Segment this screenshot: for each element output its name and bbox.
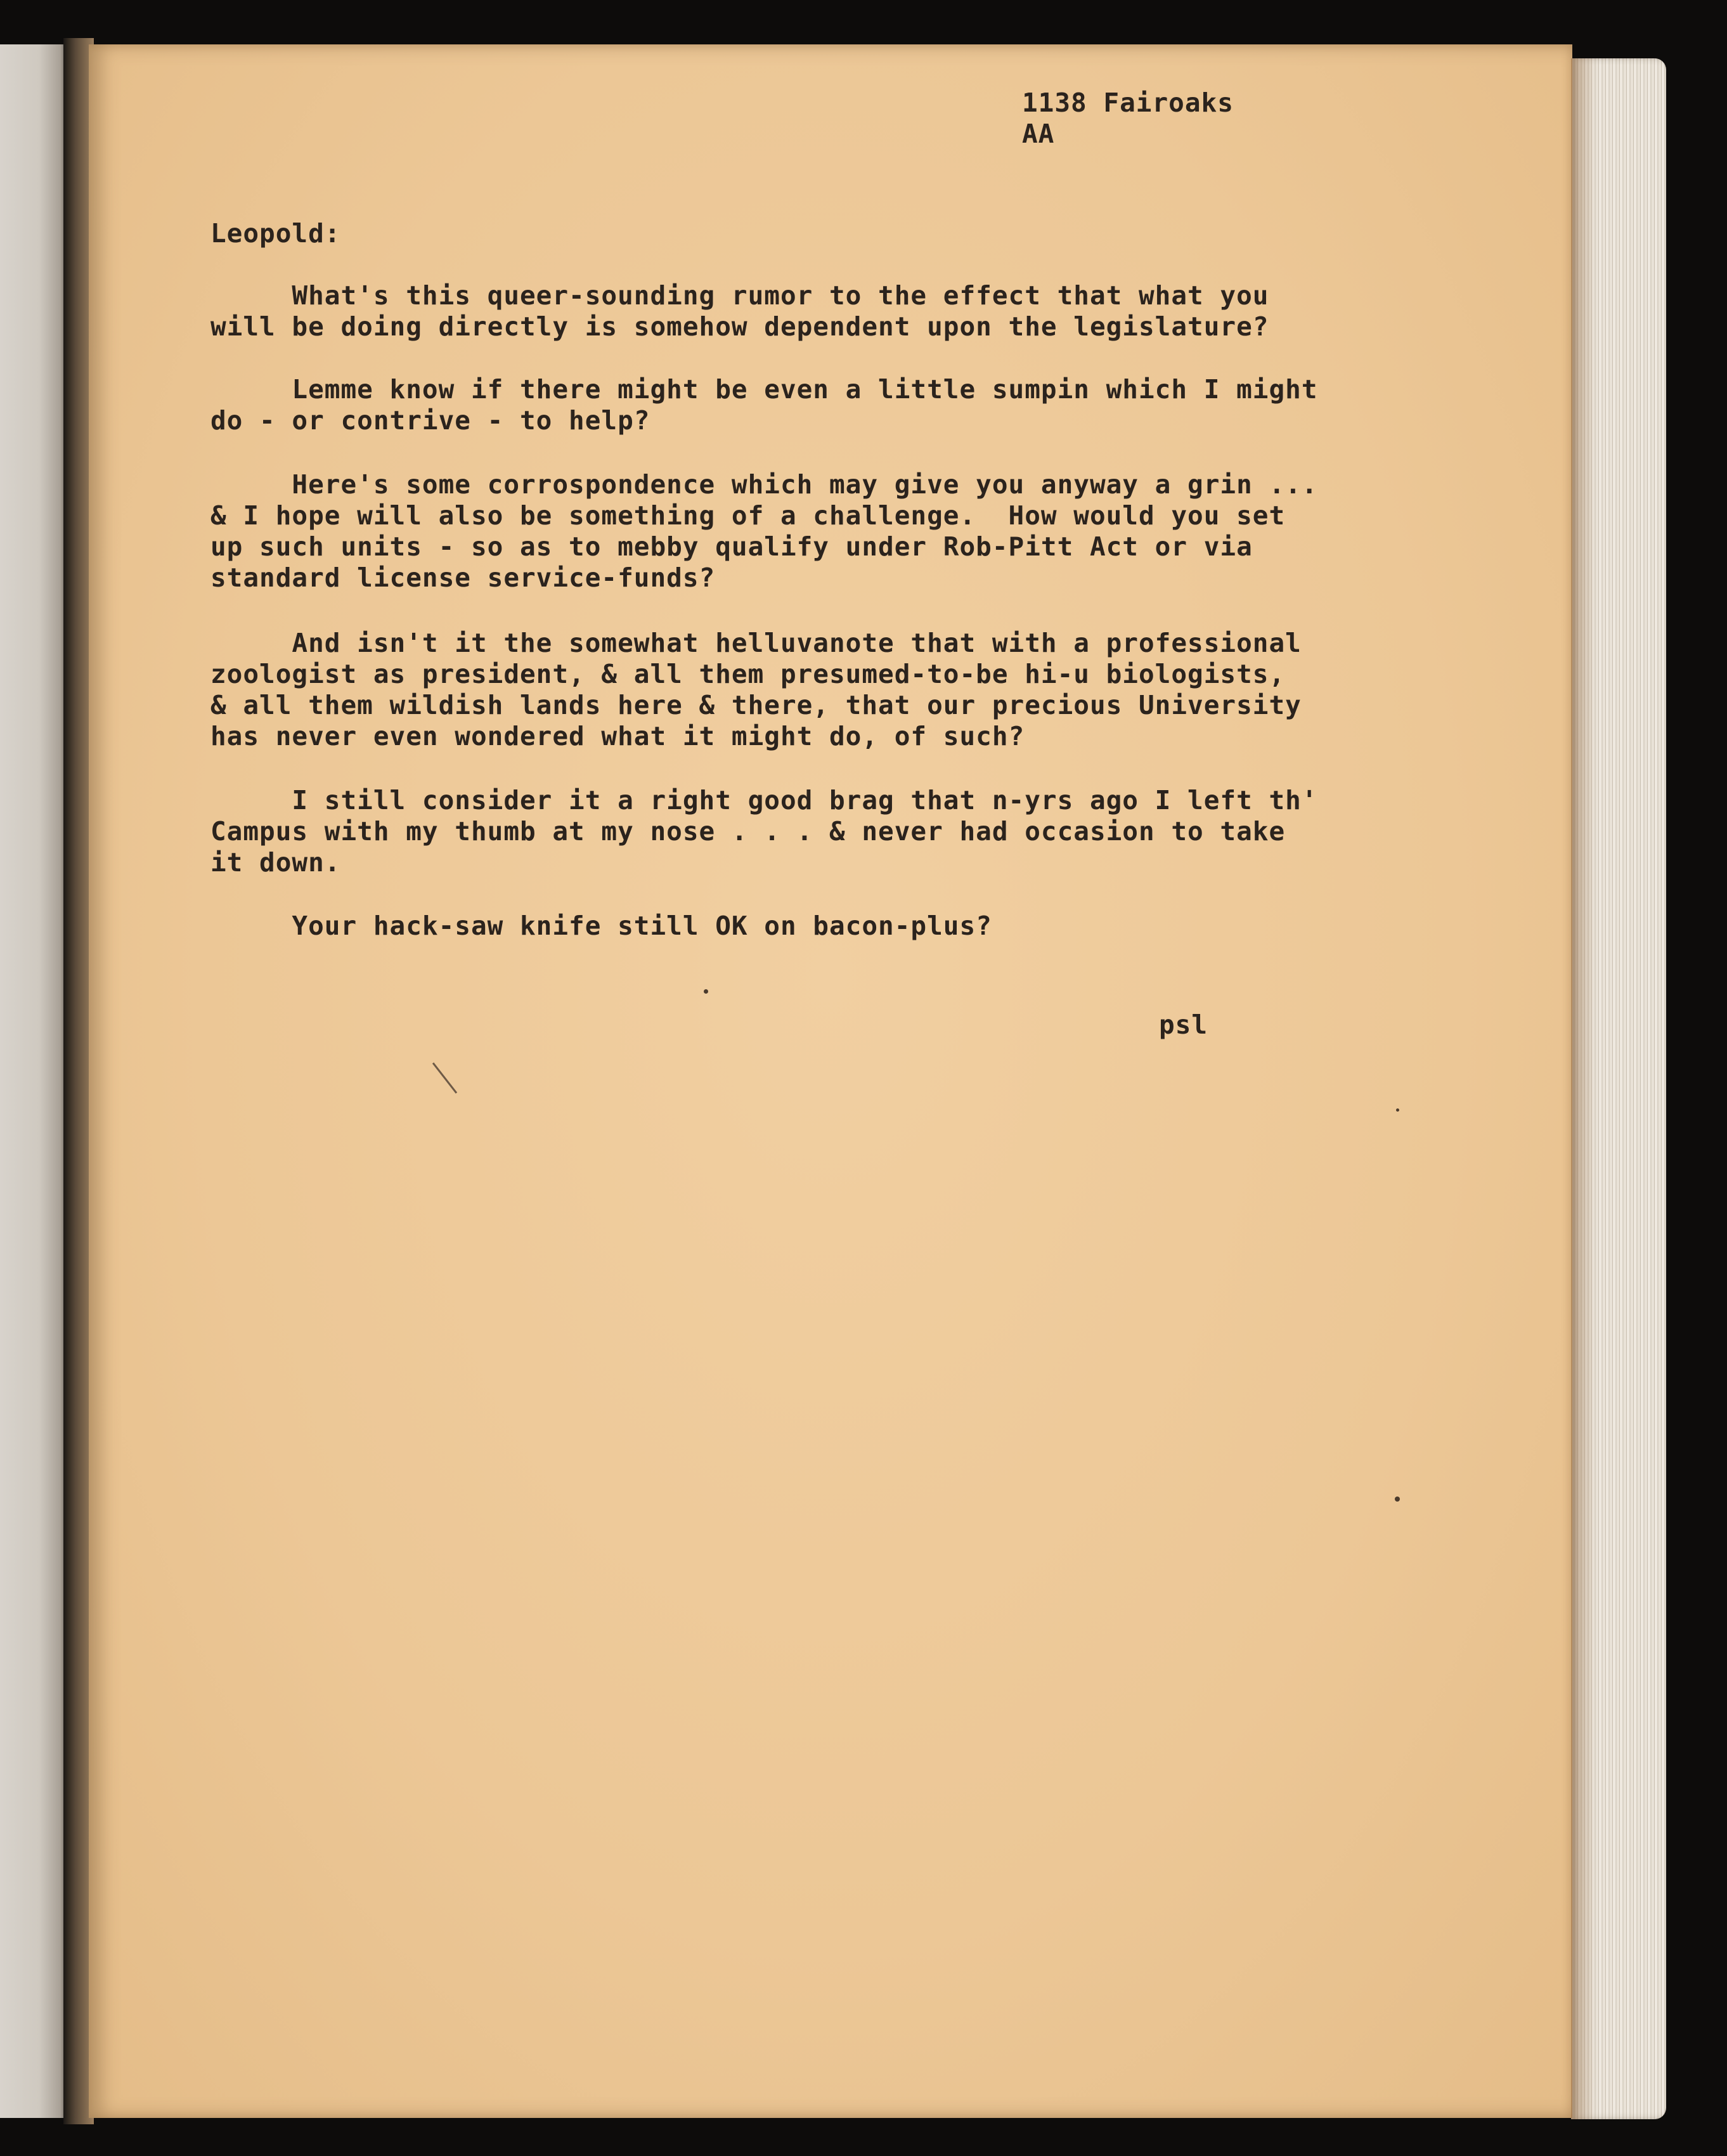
paper-speck bbox=[1396, 1108, 1399, 1112]
paragraph-1 bbox=[210, 280, 1269, 342]
paragraph-line: it down. bbox=[210, 847, 341, 878]
paragraph-2 bbox=[210, 374, 1318, 436]
paragraph-line: & all them wildish lands here & there, that our precious University bbox=[210, 690, 1302, 720]
paper-speck bbox=[704, 989, 708, 994]
salutation: Leopold: bbox=[210, 218, 341, 249]
paragraph-line: will be doing directly is somehow dependent upon the legislature? bbox=[210, 311, 1269, 342]
paragraph-line: & I hope will also be something of a challenge. How would you set bbox=[210, 500, 1286, 531]
paragraph-line: Your hack-saw knife still OK on bacon-plus? bbox=[210, 911, 992, 941]
paragraph-line: Lemme know if there might be even a little sumpin which I might bbox=[210, 374, 1318, 405]
paper-speck bbox=[1395, 1497, 1400, 1502]
return-address bbox=[1022, 88, 1234, 150]
paragraph-line: Here's some corrospondence which may give you anyway a grin ... bbox=[210, 469, 1318, 500]
address-line-2: AA bbox=[1022, 119, 1055, 149]
paragraph-line: I still consider it a right good brag that n-yrs ago I left th' bbox=[210, 785, 1318, 815]
paragraph-6 bbox=[210, 911, 992, 942]
paragraph-line: What's this queer-sounding rumor to the effect that what you bbox=[210, 280, 1269, 311]
paragraph-5 bbox=[210, 785, 1318, 878]
previous-page-edge bbox=[0, 44, 71, 2118]
paragraph-line: Campus with my thumb at my nose . . . & never had occasion to take bbox=[210, 816, 1286, 847]
page-edge-shadow bbox=[1571, 58, 1596, 2119]
paragraph-line: standard license service-funds? bbox=[210, 562, 716, 593]
paragraph-4 bbox=[210, 628, 1302, 752]
paragraph-3 bbox=[210, 469, 1318, 594]
paragraph-line: And isn't it the somewhat helluvanote that with a professional bbox=[210, 628, 1302, 658]
signature: psl bbox=[1159, 1010, 1208, 1040]
address-line-1: 1138 Fairoaks bbox=[1022, 88, 1234, 118]
paragraph-line: up such units - so as to mebby qualify under Rob-Pitt Act or via bbox=[210, 531, 1253, 562]
paragraph-line: do - or contrive - to help? bbox=[210, 405, 650, 436]
paper-mark bbox=[432, 1062, 457, 1093]
paragraph-line: has never even wondered what it might do, of such? bbox=[210, 721, 1025, 751]
paragraph-line: zoologist as president, & all them presumed-to-be hi-u biologists, bbox=[210, 659, 1286, 689]
letter-page bbox=[89, 44, 1572, 2118]
